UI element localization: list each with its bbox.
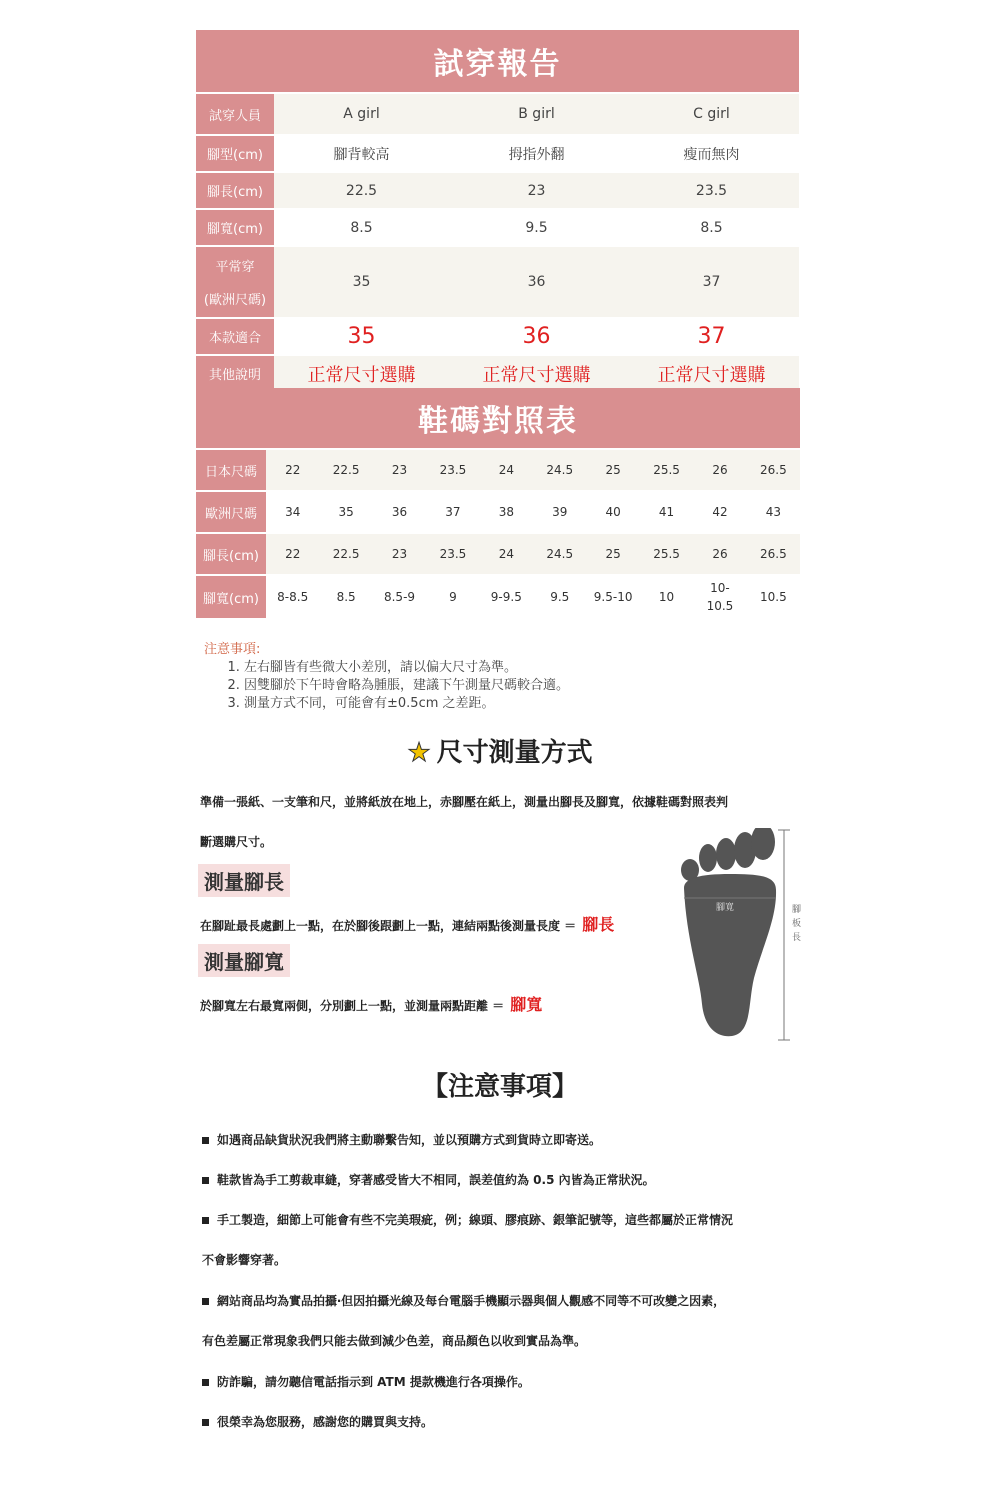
size-chart-cell: 24.5	[546, 463, 574, 477]
report-cell-value: 瘦而無肉	[683, 146, 740, 163]
size-chart-cell: 26	[712, 463, 728, 477]
notice-item	[202, 1171, 655, 1188]
size-chart-cell: 25	[605, 547, 621, 561]
size-chart-cell: 8.5-9	[383, 590, 416, 604]
report-row	[196, 208, 799, 245]
report-cell	[274, 356, 449, 391]
report-cell	[624, 356, 799, 391]
measure-width-result: 腳寬	[510, 995, 543, 1014]
size-chart-cell: 24	[498, 463, 514, 477]
report-cell-value: C girl	[693, 106, 730, 122]
size-chart-cell: 39	[552, 505, 568, 519]
size-chart-cell: 23	[391, 547, 408, 561]
size-chart-row	[196, 532, 800, 574]
bullet-icon	[202, 1379, 209, 1386]
report-row-label-line: (歐洲尺碼)	[203, 293, 267, 308]
bullet-icon	[202, 1217, 209, 1224]
foot-icon	[681, 828, 776, 1036]
notice-item	[202, 1131, 601, 1148]
notice-text: 如遇商品缺貨狀況我們將主動聯繫告知，並以預購方式到貨時立即寄送。	[217, 1133, 602, 1147]
report-row-label	[196, 247, 274, 317]
report-cell-value: 正常尺寸選購	[657, 364, 766, 386]
foot-outline-diagram	[680, 828, 810, 1048]
report-row-label-line: 腳長(cm)	[207, 185, 263, 200]
report-cell-value: 正常尺寸選購	[307, 364, 416, 386]
report-cell	[274, 94, 449, 134]
size-chart-cell: 10	[658, 590, 675, 604]
notice-text: 鞋款皆為手工剪裁車縫，穿著感受皆大不相同，誤差值約為 0.5 內皆為正常狀況。	[217, 1173, 655, 1187]
size-chart-row-label: 腳長(cm)	[196, 534, 266, 574]
report-cell	[449, 247, 624, 317]
report-cell	[274, 173, 449, 208]
report-cell	[449, 319, 624, 354]
report-cell-value: 22.5	[345, 182, 378, 199]
size-chart-cell: 9-9.5	[490, 590, 522, 604]
note-item: 1. 左右腳皆有些微大小差別，請以偏大尺寸為準。	[244, 659, 569, 677]
measure-width-tag: 測量腳寬	[198, 944, 290, 977]
foot-length-label	[792, 904, 801, 943]
report-cell	[449, 173, 624, 208]
size-chart-row	[196, 574, 800, 618]
size-chart-cell: 25	[605, 463, 621, 477]
report-cell	[624, 94, 799, 134]
try-on-report-title: 試穿報告	[196, 30, 799, 92]
note-item: 2. 因雙腳於下午時會略為腫脹，建議下午測量尺碼較合適。	[244, 677, 569, 695]
report-cell	[449, 136, 624, 171]
bullet-icon	[202, 1177, 209, 1184]
report-cell	[624, 210, 799, 245]
report-row	[196, 134, 799, 171]
report-cell	[449, 210, 624, 245]
size-chart-cell: 36	[391, 505, 408, 519]
size-chart-cell: 9.5	[550, 590, 570, 604]
size-chart-row-label: 腳寬(cm)	[196, 576, 266, 618]
notice-item-continued: 不會影響穿著。	[202, 1253, 287, 1267]
size-chart-row	[196, 490, 800, 532]
size-chart-cell: 42	[712, 505, 728, 519]
report-cell-value: 35	[352, 274, 371, 290]
size-chart-cell: 40	[605, 505, 621, 519]
foot-width-label: 腳寬	[716, 903, 735, 913]
size-chart-cell: 9	[449, 590, 457, 604]
notice-section-title: 【注意事項】	[421, 1072, 578, 1102]
size-chart-title: 鞋碼對照表	[196, 388, 800, 448]
notice-item-continued: 有色差屬正常現象我們只能去做到減少色差，商品顏色以收到實品為準。	[202, 1334, 587, 1348]
report-row	[196, 354, 799, 391]
size-chart-cell: 26.5	[760, 463, 787, 477]
measure-length-result: 腳長	[582, 915, 615, 934]
report-cell-value: 9.5	[525, 219, 548, 236]
report-row-label	[196, 356, 274, 391]
size-chart-cell: 8.5	[336, 590, 356, 604]
size-chart-cell: 10.5	[760, 590, 787, 604]
measure-intro-line2: 斷選購尺寸。	[200, 835, 273, 849]
size-chart-cell: 22	[285, 547, 301, 561]
measure-section-title	[0, 732, 1000, 769]
report-row-label	[196, 173, 274, 208]
foot-length-label-char: 腳	[792, 905, 802, 915]
report-row	[196, 245, 799, 317]
star-icon: ★	[407, 738, 431, 768]
report-cell	[449, 356, 624, 391]
size-chart-cell: 37	[445, 505, 461, 519]
report-cell-value: 23.5	[695, 182, 728, 199]
report-cell-value: 36	[522, 324, 551, 349]
report-cell-value: 35	[347, 324, 376, 349]
size-chart-cell: 8-8.5	[277, 590, 309, 604]
report-row-label	[196, 210, 274, 245]
report-row-label-line: 本款適合	[208, 331, 261, 346]
note-item: 3. 測量方式不同，可能會有±0.5cm 之差距。	[244, 695, 569, 713]
size-chart-cell: 26	[712, 547, 728, 561]
report-cell-value: 23	[527, 182, 546, 199]
size-chart-cell: 22.5	[332, 463, 360, 477]
measure-length-desc: 在腳趾最長處劃上一點，在於腳後跟劃上一點，連結兩點後測量長度 ＝	[200, 919, 577, 933]
bullet-icon	[202, 1137, 209, 1144]
size-chart-cell: 38	[498, 505, 514, 519]
size-chart-cell: 34	[285, 505, 301, 519]
report-cell	[274, 136, 449, 171]
size-chart-cell: 25.5	[653, 463, 680, 477]
measure-length-tag: 測量腳長	[198, 864, 290, 897]
report-cell	[449, 94, 624, 134]
report-cell	[624, 136, 799, 171]
bullet-icon	[202, 1298, 209, 1305]
notice-item	[202, 1373, 530, 1390]
size-chart-cell: 10- 10.5	[706, 581, 734, 613]
report-row-label	[196, 136, 274, 171]
size-chart-cell: 26.5	[760, 547, 787, 561]
size-chart-cell: 24	[498, 547, 514, 561]
report-cell-value: 腳背較高	[333, 146, 390, 163]
try-on-report-table	[196, 30, 799, 391]
report-row	[196, 171, 799, 208]
foot-length-label-char: 長	[792, 933, 802, 943]
notice-text: 網站商品均為實品拍攝‧但因拍攝光線及每台電腦手機顯示器與個人觀感不同等不可改變之因素，	[217, 1294, 726, 1308]
size-chart-cell: 35	[338, 505, 354, 519]
foot-toe	[699, 844, 717, 872]
report-cell	[274, 210, 449, 245]
size-chart-row-label: 歐洲尺碼	[196, 492, 266, 532]
report-cell	[274, 247, 449, 317]
bullet-icon	[202, 1419, 209, 1426]
size-chart-cell: 25.5	[653, 547, 680, 561]
try-on-report-rows	[196, 92, 799, 391]
measure-intro-line1: 準備一張紙、一支筆和尺，並將紙放在地上，赤腳壓在紙上，測量出腳長及腳寬，依據鞋碼對照表判	[200, 795, 729, 809]
size-chart-cell: 43	[765, 505, 781, 519]
size-chart-cell: 23	[391, 463, 408, 477]
size-chart-cell: 22	[285, 463, 301, 477]
notes-title: 注意事項:	[204, 642, 261, 657]
size-chart-row-label: 日本尺碼	[196, 450, 266, 490]
report-cell	[274, 319, 449, 354]
report-row-label-line: 腳型(cm)	[207, 148, 263, 163]
report-cell	[624, 247, 799, 317]
report-row-label	[196, 94, 274, 134]
size-chart-row	[196, 448, 800, 490]
report-cell-value: 37	[702, 274, 721, 290]
report-cell-value: 8.5	[350, 219, 373, 236]
report-row-label-line: 試穿人員	[208, 108, 261, 124]
measure-width-desc: 於腳寬左右最寬兩側，分別劃上一點，並測量兩點距離 ＝	[200, 999, 505, 1013]
report-row	[196, 92, 799, 134]
report-cell	[624, 173, 799, 208]
report-cell-value: 37	[697, 324, 726, 349]
notice-item	[202, 1211, 733, 1228]
report-cell-value: 正常尺寸選購	[482, 364, 591, 386]
size-chart-cell: 41	[658, 505, 675, 519]
report-row	[196, 317, 799, 354]
report-cell-value: B girl	[518, 106, 555, 122]
report-cell	[624, 319, 799, 354]
notice-text: 防詐騙，請勿聽信電話指示到 ATM 提款機進行各項操作。	[217, 1375, 530, 1389]
size-chart-cell: 24.5	[546, 547, 574, 561]
report-row-label-line: 平常穿	[215, 260, 255, 275]
foot-toe	[716, 838, 736, 870]
size-chart-rows	[196, 448, 800, 618]
measure-length-text	[200, 912, 614, 935]
size-chart-cell: 22.5	[332, 547, 360, 561]
measure-title-text: 尺寸測量方式	[436, 738, 593, 768]
report-cell-value: 8.5	[700, 219, 723, 236]
size-chart-cell: 9.5-10	[593, 590, 633, 604]
notice-text: 手工製造，細節上可能會有些不完美瑕疵，例；線頭、膠痕跡、銀筆記號等，這些都屬於正常情況	[217, 1213, 734, 1227]
size-chart-table	[196, 388, 800, 618]
report-cell-value: A girl	[343, 106, 380, 122]
report-cell-value: 36	[527, 274, 546, 290]
report-row-label-line: 腳寬(cm)	[207, 222, 263, 237]
report-row-label	[196, 319, 274, 354]
size-chart-cell: 23.5	[439, 463, 467, 477]
notice-item	[202, 1292, 725, 1309]
foot-length-label-char: 板	[792, 919, 802, 929]
report-row-label-line: 其他說明	[208, 368, 261, 383]
measurement-notes	[204, 638, 569, 713]
notice-item	[202, 1413, 433, 1430]
measure-width-text	[200, 992, 542, 1015]
report-cell-value: 拇指外翻	[508, 146, 565, 163]
notice-text: 很榮幸為您服務，感謝您的購買與支持。	[217, 1415, 434, 1429]
size-chart-cell: 23.5	[439, 547, 467, 561]
